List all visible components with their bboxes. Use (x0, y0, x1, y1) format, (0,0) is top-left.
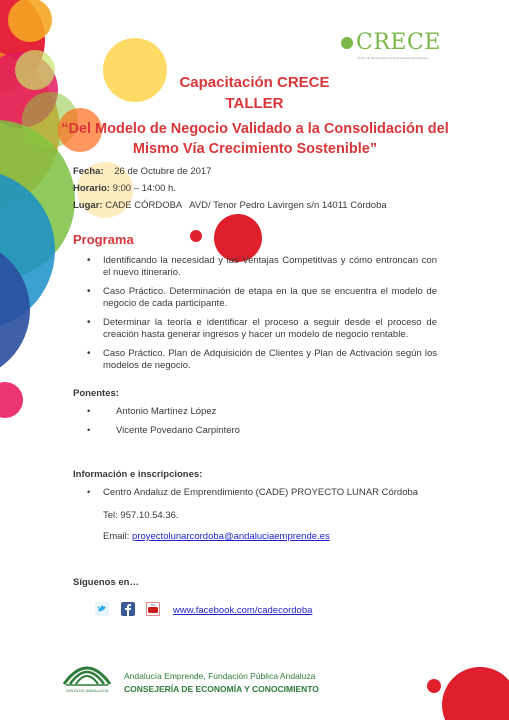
title-line-3: “Del Modelo de Negocio Validado a la Consolidación del Mismo Vía Crecimiento Sostenible” (61, 121, 449, 157)
crece-logo-subtitle: Centro de Rendimiento de Empresas Emprendedoras (357, 56, 429, 60)
junta-andalucia-text: JUNTA DE ANDALUCÍA (65, 688, 109, 693)
info-center: Centro Andaluz de Emprendimiento (CADE) PROYECTO LUNAR Córdoba (103, 487, 419, 498)
info-bullet: • (87, 487, 91, 498)
fecha-value: 26 de Octubre de 2017 (114, 166, 212, 177)
siguenos-heading: Síguenos en… (73, 577, 139, 588)
horario-row (73, 183, 176, 194)
facebook-link[interactable]: www.facebook.com/cadecordoba (173, 605, 313, 616)
svg-text:You: You (150, 603, 156, 607)
info-heading: Información e inscripciones: (73, 469, 203, 480)
title-line-2: TALLER (225, 95, 284, 112)
footer-line-2: CONSEJERÍA DE ECONOMÍA Y CONOCIMIENTO (124, 684, 319, 694)
horario-value: 9:00 – 14:00 h. (112, 183, 176, 194)
programa-item: • Identificando la necesidad y las Ventajas Competitivas y cómo entroncan con el nuevo itinerario. (73, 255, 437, 279)
programa-heading: Programa (73, 232, 134, 247)
programa-list (73, 255, 437, 379)
footer-line-1: Andalucía Emprende, Fundación Pública Andaluza (124, 671, 316, 681)
lugar-value: CADE CÓRDOBA AVD/ Tenor Pedro Lavirgen s/n 14011 Córdoba (105, 200, 387, 211)
lugar-label: Lugar: (73, 200, 103, 211)
info-tel: Tel: 957.10.54.36. (103, 510, 179, 521)
youtube-icon[interactable] (146, 602, 160, 616)
programa-item: • Determinar la teoría e identificar el proceso a seguir desde el proceso de creación hasta generar ingresos y hacer un modelo de negocio rentable. (73, 317, 437, 341)
fecha-label: Fecha: (73, 166, 104, 177)
fecha-row (73, 166, 211, 177)
email-link[interactable]: proyectolunarcordoba@andaluciaemprende.es (132, 531, 330, 542)
ponentes-heading: Ponentes: (73, 388, 119, 399)
crece-logo-word: CRECE (356, 30, 441, 55)
twitter-icon[interactable] (95, 602, 109, 616)
horario-label: Horario: (73, 183, 110, 194)
info-email-label: Email: (103, 531, 133, 542)
title-line-1: Capacitación CRECE (179, 74, 330, 91)
facebook-icon[interactable] (121, 602, 135, 616)
programa-item: • Caso Práctico. Plan de Adquisición de Clientes y Plan de Activación según los modelos de negocio. (73, 348, 437, 372)
ponente-item: • Antonio Martínez López (73, 406, 240, 417)
ponentes-list (73, 406, 240, 444)
info-email-row (103, 531, 330, 542)
programa-item: • Caso Práctico. Determinación de etapa en la que se encuentra el modelo de negocio de cada participante. (73, 286, 437, 310)
ponente-item: • Vicente Povedano Carpintero (73, 425, 240, 436)
lugar-row (73, 200, 387, 211)
